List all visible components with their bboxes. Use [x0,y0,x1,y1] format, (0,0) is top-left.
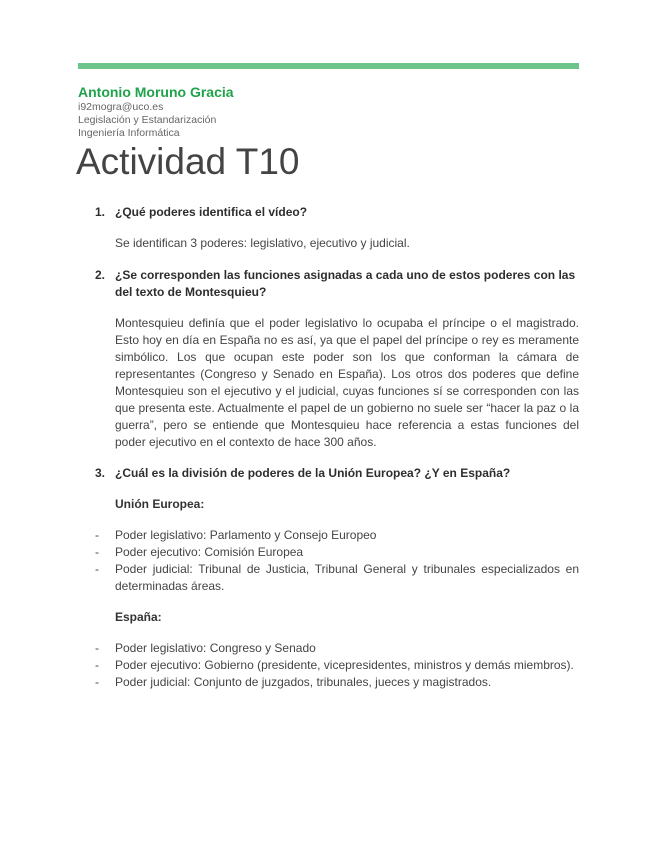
list-item-text: Poder judicial: Conjunto de juzgados, tribunales, jueces y magistrados. [115,675,492,689]
author-name: Antonio Moruno Gracia [78,84,234,100]
list-item-text: Poder judicial: Tribunal de Justicia, Tribunal General y tribunales especializados en determinadas áreas. [115,562,579,593]
author-email: i92mogra@uco.es [78,101,164,113]
section-heading-spain: España: [115,610,162,624]
document-body [78,204,579,691]
bullet-marker: - [95,528,99,542]
bullet-marker: - [95,545,99,559]
list-item-text: Poder legislativo: Parlamento y Consejo Europeo [115,528,377,542]
answer-2: Montesquieu definía que el poder legislativo lo ocupaba el príncipe o el magistrado. Esto hoy en día en España no es así, ya que el papel del príncipe o rey es meramente simbólico. Los que ocupan este poder son los que conforman la cámara de representantes (Congreso y Senado en España). Los otros dos poderes que define Montesquieu son el ejecutivo y el judicial, cuyas funciones sí se corresponden con las que presenta este. Actualmente el papel de un gobierno no suele ser “hacer la paz o la guerra”, pero se entiende que Montesquieu hace referencia a estas funciones del poder ejecutivo en el contexto de hace 300 años. [115,316,579,449]
bullet-list-spain [78,640,579,691]
list-item [78,674,579,691]
answer-1: Se identifican 3 poderes: legislativo, ejecutivo y judicial. [115,236,410,250]
list-item-text: Poder legislativo: Congreso y Senado [115,641,316,655]
bullet-marker: - [95,641,99,655]
header-accent-bar [78,63,579,69]
bullet-marker: - [95,658,99,672]
question-3 [78,465,579,482]
list-item [78,561,579,595]
list-item [78,544,579,561]
bullet-list-eu [78,527,579,595]
course-name: Legislación y Estandarización [78,114,217,126]
degree-name: Ingeniería Informática [78,127,180,139]
question-text: ¿Qué poderes identifica el vídeo? [115,205,308,219]
list-item-text: Poder ejecutivo: Comisión Europea [115,545,304,559]
list-item [78,527,579,544]
list-item-text: Poder ejecutivo: Gobierno (presidente, vicepresidentes, ministros y demás miembros). [115,658,574,672]
question-text: ¿Se corresponden las funciones asignadas a cada uno de estos poderes con las del texto de Montesquieu? [115,268,576,299]
question-text: ¿Cuál es la división de poderes de la Unión Europea? ¿Y en España? [115,466,511,480]
bullet-marker: - [95,562,99,576]
section-heading-eu: Unión Europea: [115,497,205,511]
bullet-marker: - [95,675,99,689]
question-number: 1. [95,205,106,219]
question-2 [78,267,579,301]
question-1 [78,204,579,221]
document-header [78,83,579,140]
question-number: 2. [95,268,106,282]
list-item [78,657,579,674]
list-item [78,640,579,657]
document-title: Actividad T10 [76,141,300,182]
question-number: 3. [95,466,106,480]
